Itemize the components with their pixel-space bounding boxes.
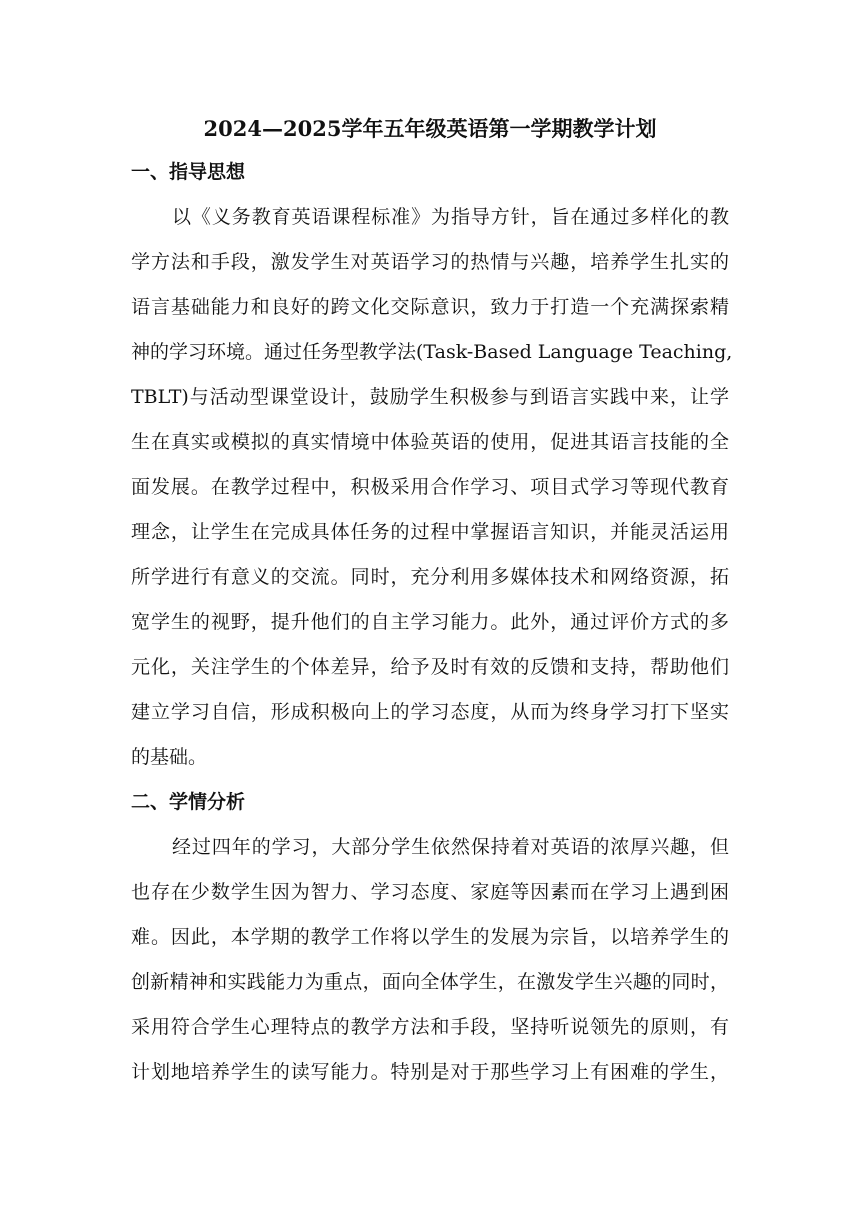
section-heading-learning-analysis: 二、学情分析 [131,791,246,813]
paragraph-line: 也存在少数学生因为智力、学习态度、家庭等因素而在学习上遇到困 [131,881,729,903]
paragraph-line: 语言基础能力和良好的跨文化交际意识，致力于打造一个充满探索精 [131,296,729,318]
paragraph-line: 理念，让学生在完成具体任务的过程中掌握语言知识，并能灵活运用 [131,521,729,543]
paragraph-line: 计划地培养学生的读写能力。特别是对于那些学习上有困难的学生， [131,1061,729,1083]
paragraph-line: 学方法和手段，激发学生对英语学习的热情与兴趣，培养学生扎实的 [131,251,729,273]
paragraph-line: 宽学生的视野，提升他们的自主学习能力。此外，通过评价方式的多 [131,611,729,633]
paragraph-line: 的基础。 [131,746,208,768]
paragraph-line: 神的学习环境。通过任务型教学法(Task-Based Language Teaching, [131,341,733,363]
paragraph-line: 所学进行有意义的交流。同时，充分利用多媒体技术和网络资源，拓 [131,566,729,588]
paragraph-line: 创新精神和实践能力为重点，面向全体学生，在激发学生兴趣的同时， [131,971,729,993]
paragraph-line: 经过四年的学习，大部分学生依然保持着对英语的浓厚兴趣，但 [172,836,729,858]
paragraph-line: TBLT)与活动型课堂设计，鼓励学生积极参与到语言实践中来，让学 [131,386,729,408]
paragraph-line: 以《义务教育英语课程标准》为指导方针，旨在通过多样化的教 [172,206,729,228]
paragraph-line: 采用符合学生心理特点的教学方法和手段，坚持听说领先的原则，有 [131,1016,729,1038]
document-title: 2024—2025学年五年级英语第一学期教学计划 [203,116,657,141]
paragraph-line: 建立学习自信，形成积极向上的学习态度，从而为终身学习打下坚实 [131,701,729,723]
section-heading-guiding-ideology: 一、指导思想 [131,161,246,183]
paragraph-line: 面发展。在教学过程中，积极采用合作学习、项目式学习等现代教育 [131,476,729,498]
paragraph-line: 难。因此，本学期的教学工作将以学生的发展为宗旨，以培养学生的 [131,926,729,948]
paragraph-line: 元化，关注学生的个体差异，给予及时有效的反馈和支持，帮助他们 [131,656,729,678]
paragraph-line: 生在真实或模拟的真实情境中体验英语的使用，促进其语言技能的全 [131,431,729,453]
